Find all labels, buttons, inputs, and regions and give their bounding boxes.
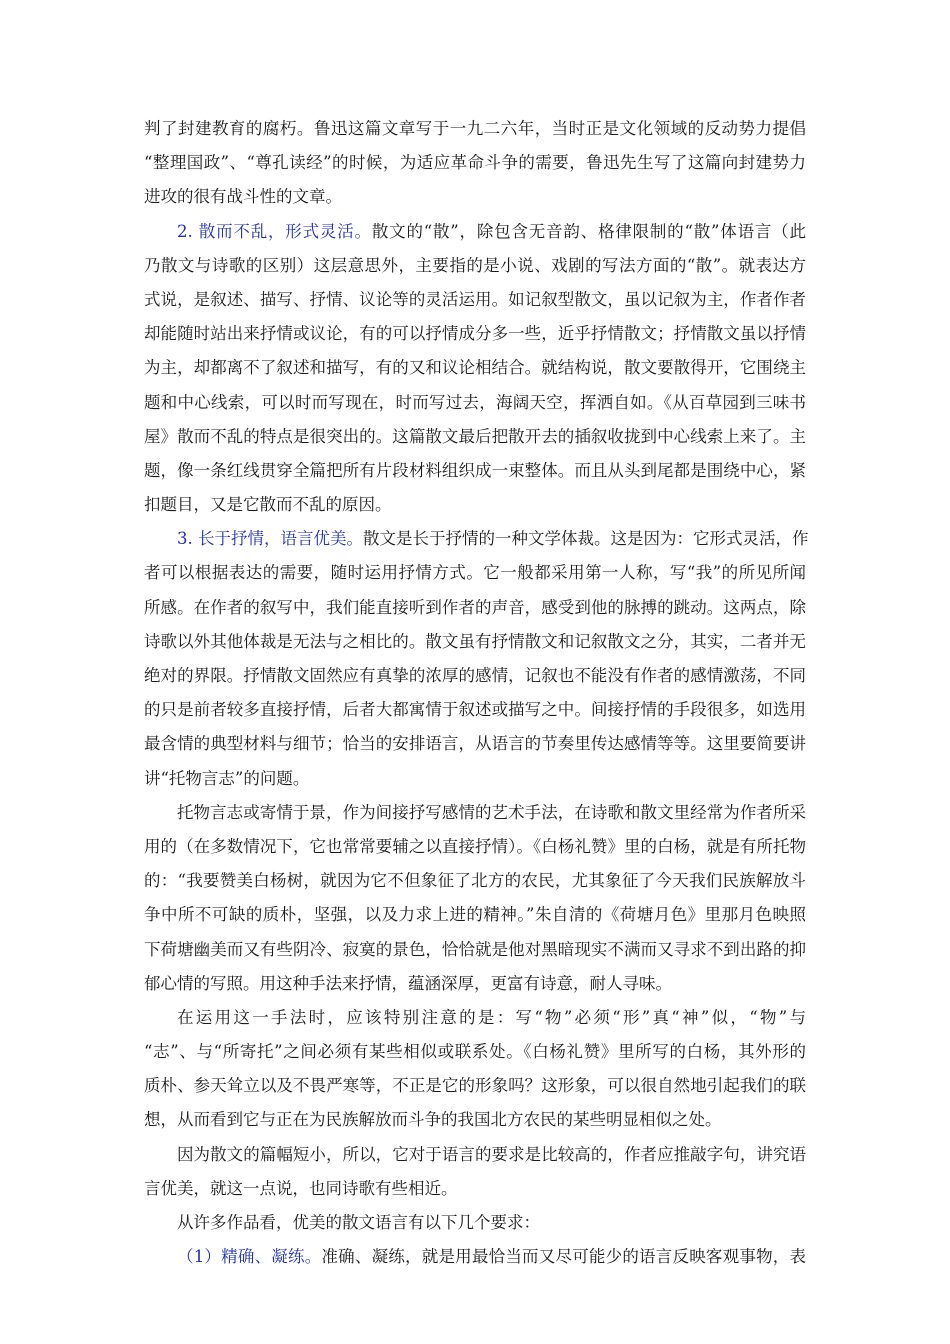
text-line: 判了封建教育的腐朽。鲁迅这篇文章写于一九二六年，当时正是文化领域的反动势力提倡 — [144, 119, 806, 138]
text-line: 从许多作品看，优美的散文语言有以下几个要求： — [177, 1213, 540, 1232]
paragraph — [144, 522, 809, 796]
text-line: 讲“托物言志”的问题。 — [144, 768, 310, 788]
text-line: 质朴、参天耸立以及不畏严寒等，不正是它的形象吗？这形象，可以很自然地引起我们的联 — [144, 1076, 806, 1096]
text-span: 散文是长于抒情的一种文学体裁。这是因为：它形式灵活，作 — [363, 529, 809, 549]
text-line: 题和中心线索，可以时而写现在，时而写过去，海阔天空，挥洒自如。《从百草园到三味书 — [144, 392, 806, 412]
paragraph — [144, 1138, 806, 1206]
text-line: 用的（在多数情况下，它也常常要辅之以直接抒情）。《白杨礼赞》里的白杨，就是有所托物 — [144, 836, 806, 856]
text-line: 争中所不可缺的质朴，坚强，以及力求上进的精神。”朱自清的《荷塘月色》里那月色映照 — [144, 905, 806, 925]
text-line: 乃散文与诗歌的区别）这层意思外，主要指的是小说、戏剧的写法方面的“散”。就表达方 — [144, 255, 806, 275]
text-line: 最含情的典型材料与细节；恰当的安排语言，从语言的节奏里传达感情等等。这里要简要讲 — [144, 734, 806, 754]
text-line: 者可以根据表达的需要，随时运用抒情方式。它一般都采用第一人称，写“我”的所见所闻 — [144, 563, 806, 583]
paragraph — [144, 1001, 806, 1138]
text-line — [144, 215, 806, 249]
text-line: 扣题目，又是它散而不乱的原因。 — [144, 495, 392, 515]
text-line — [144, 1240, 806, 1274]
text-line: 为主，却都离不了叙述和描写，有的又和议论相结合。就结构说，散文要散得开，它围绕主 — [144, 358, 806, 378]
text-line: 言优美，就这一点说，也同诗歌有些相近。 — [144, 1178, 458, 1198]
text-line: 的：“我要赞美白杨树，就因为它不但象征了北方的农民，尤其象征了今天我们民族解放斗 — [144, 871, 806, 891]
text-line: “整理国政”、“尊孔读经”的时候，为适应革命斗争的需要，鲁迅先生写了这篇向封建势力 — [144, 153, 806, 173]
text-line: 想，从而看到它与正在为民族解放而斗争的我国北方农民的某些明显相似之处。 — [144, 1110, 722, 1130]
text-line: 下荷塘幽美而又有些阴冷、寂寞的景色，恰恰就是他对黑暗现实不满而又寻求不到出路的抑 — [144, 939, 806, 959]
paragraph — [144, 215, 806, 523]
text-line: 绝对的界限。抒情散文固然应有真挚的浓厚的感情，记叙也不能没有作者的感情激荡，不同 — [144, 666, 806, 685]
document-page — [144, 112, 809, 1274]
paragraph — [144, 796, 806, 1001]
paragraph — [144, 1206, 806, 1240]
section-heading: （1）精确、凝练。 — [177, 1247, 322, 1267]
text-line: 式说，是叙述、描写、抒情、议论等的灵活运用。如记叙型散文，虽以记叙为主，作者作者 — [144, 289, 806, 309]
paragraph — [144, 112, 806, 215]
text-line: 郁心情的写照。用这种手法来抒情，蕴涵深厚，更富有诗意，耐人寻味。 — [144, 973, 672, 993]
text-line: 的只是前者较多直接抒情，后者大都寓情于叙述或描写之中。间接抒情的手段很多，如选用 — [144, 700, 806, 720]
section-heading: 2. 散而不乱，形式灵活。 — [177, 221, 372, 241]
text-line: 在运用这一手法时，应该特别注意的是：写“物”必须“形”真“神”似，“物”与 — [177, 1007, 806, 1027]
text-line: 屋》散而不乱的特点是很突出的。这篇散文最后把散开去的插叙收拢到中心线索上来了。主 — [144, 426, 806, 446]
text-line: 诗歌以外其他体裁是无法与之相比的。散文虽有抒情散文和记叙散文之分，其实，二者并无 — [144, 631, 806, 651]
text-line: 题，像一条红线贯穿全篇把所有片段材料组织成一束整体。而且从头到尾都是围绕中心，紧 — [144, 460, 806, 480]
text-span: 散文的“散”，除包含无音韵、格律限制的“散”体语言（此 — [371, 221, 806, 241]
text-line: “志”、与“所寄托”之间必须有某些相似或联系处。《白杨礼赞》里所写的白杨，其外形的 — [144, 1042, 806, 1062]
text-line — [144, 522, 809, 556]
text-line: 进攻的很有战斗性的文章。 — [144, 187, 342, 207]
text-line: 所感。在作者的叙写中，我们能直接听到作者的声音，感受到他的脉搏的跳动。这两点，除 — [144, 597, 806, 617]
text-span: 准确、凝练，就是用最恰当而又尽可能少的语言反映客观事物，表 — [321, 1247, 807, 1267]
paragraph — [144, 1240, 806, 1274]
section-heading: 3. 长于抒情，语言优美。 — [177, 529, 363, 549]
text-line: 因为散文的篇幅短小，所以，它对于语言的要求是比较高的，作者应推敲字句，讲究语 — [177, 1144, 806, 1164]
text-line: 托物言志或寄情于景，作为间接抒写感情的艺术手法，在诗歌和散文里经常为作者所采 — [177, 802, 806, 822]
text-line: 却能随时站出来抒情或议论，有的可以抒情成分多一些，近乎抒情散文；抒情散文虽以抒情 — [144, 324, 806, 344]
